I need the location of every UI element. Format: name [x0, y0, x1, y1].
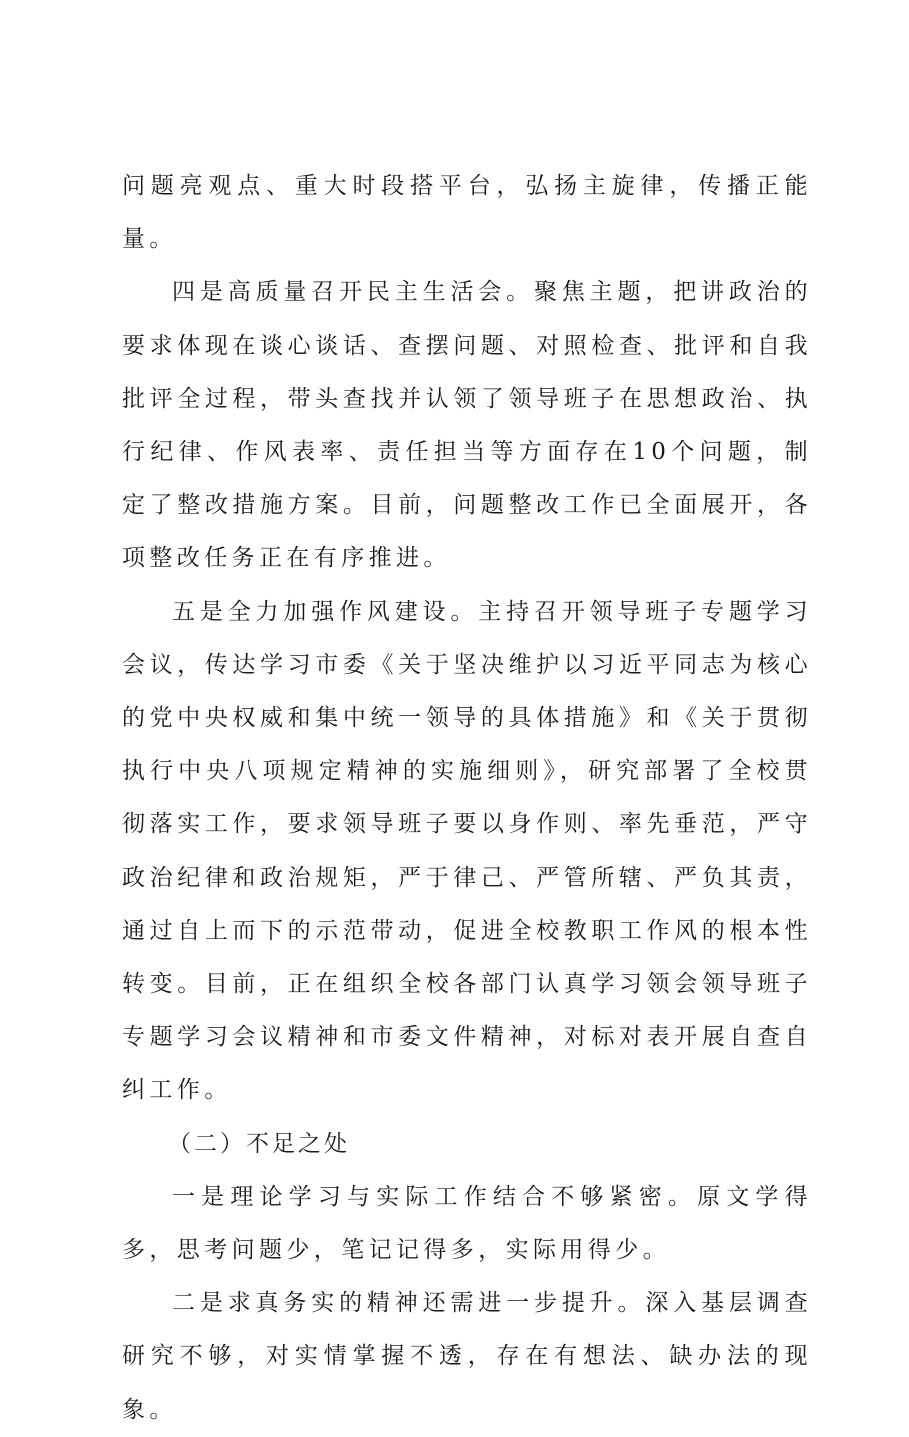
paragraph-pragmatic-spirit: 二是求真务实的精神还需进一步提升。深入基层调查研究不够，对实情掌握不透，存在有想法、缺办法的现象。: [122, 1290, 812, 1423]
paragraph-continuation: 问题亮观点、重大时段搭平台，弘扬主旋律，传播正能量。: [122, 173, 812, 253]
section-heading-shortcomings: （二）不足之处: [168, 1130, 350, 1157]
paragraph-democratic-life-meeting: 四是高质量召开民主生活会。聚焦主题，把讲政治的要求体现在谈心谈话、查摆问题、对照检查、批评和自我批评全过程，带头查找并认领了领导班子在思想政治、执行纪律、作风表率、责任担当等方面存在10个问题，制定了整改措施方案。目前，问题整改工作已全面展开，各项整改任务正在有序推进。: [122, 279, 812, 572]
paragraph-theory-study: 一是理论学习与实际工作结合不够紧密。原文学得多，思考问题少，笔记记得多，实际用得少。: [122, 1183, 812, 1264]
paragraph-work-style-building: 五是全力加强作风建设。主持召开领导班子专题学习会议，传达学习市委《关于坚决维护以习近平同志为核心的党中央权威和集中统一领导的具体措施》和《关于贯彻执行中央八项规定精神的实施细则》，研究部署了全校贯彻落实工作，要求领导班子要以身作则、率先垂范，严守政治纪律和政治规矩，严于律己、严管所辖、严负其责，通过自上而下的示范带动，促进全校教职工作风的根本性转变。目前，正在组织全校各部门认真学习领会领导班子专题学习会议精神和市委文件精神，对标对表开展自查自纠工作。: [122, 598, 812, 1104]
document-body: [122, 160, 812, 1437]
